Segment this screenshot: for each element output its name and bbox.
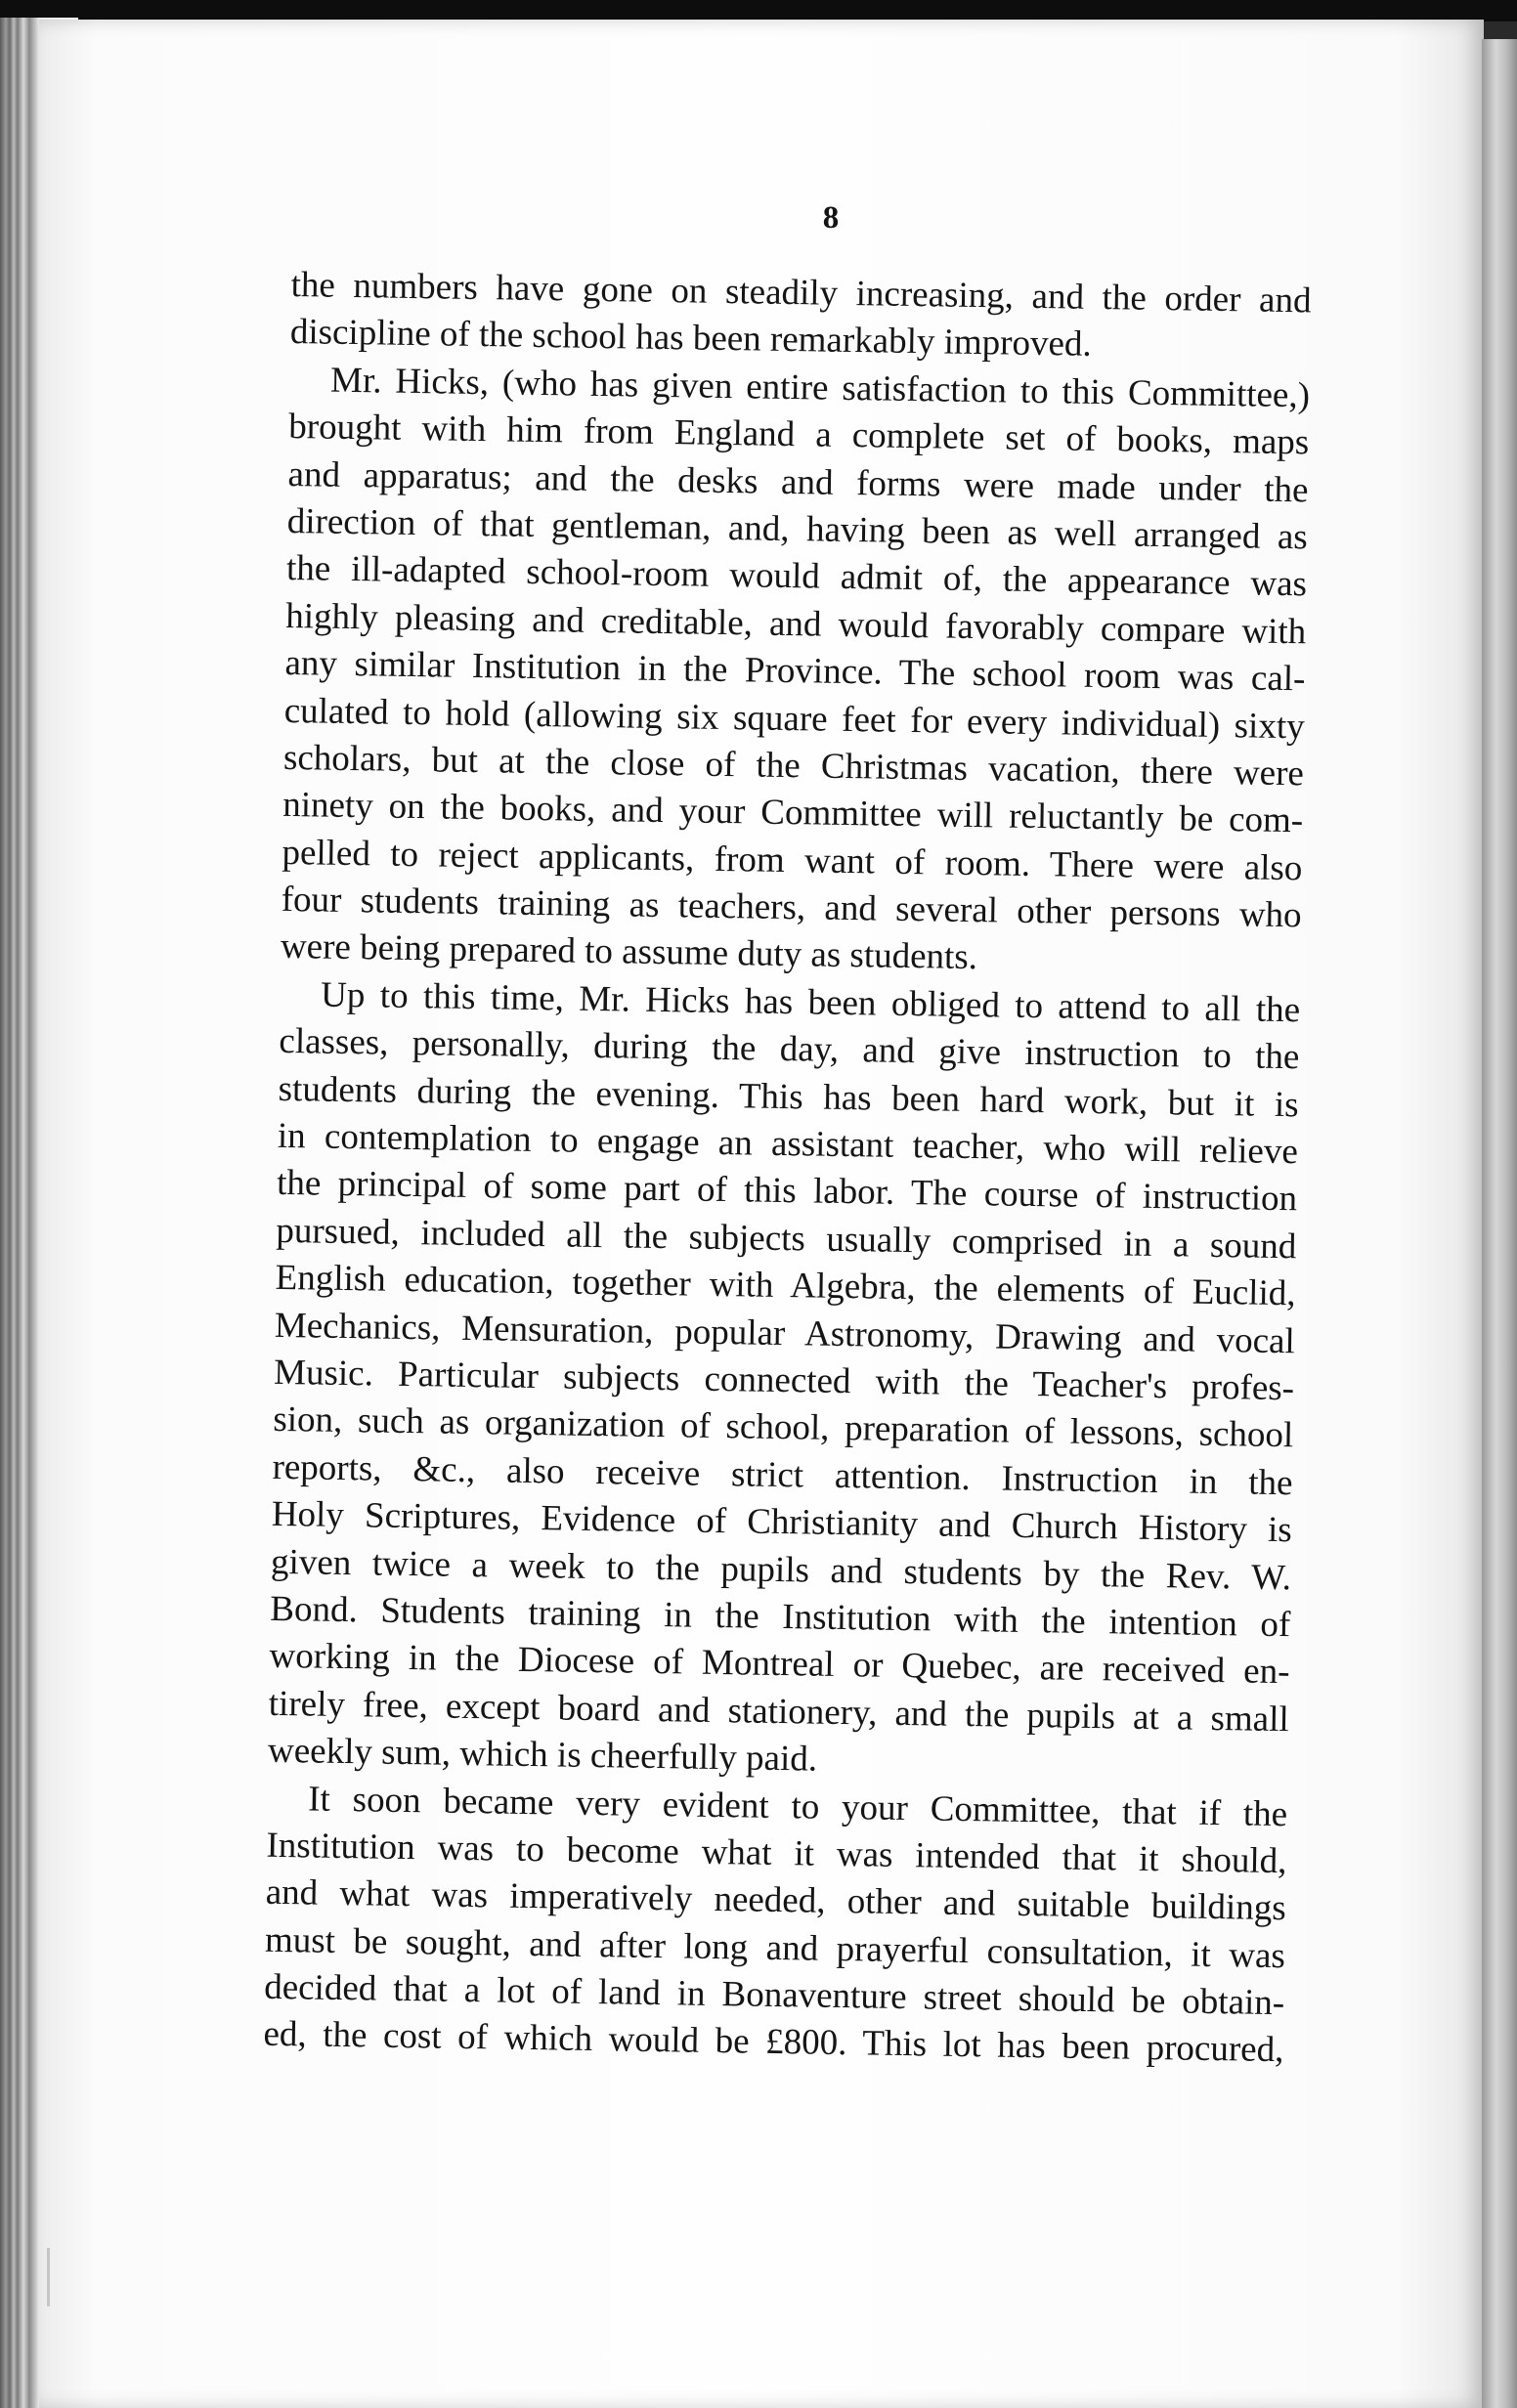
text-line: Up to this time, Mr. Hicks has been obliged to attend to all the xyxy=(320,974,1301,1031)
margin-mark xyxy=(47,2248,64,2306)
text-line: students during the evening. This has been hard work, but it is xyxy=(278,1068,1299,1125)
text-line: brought with him from England a complete set of books, maps xyxy=(288,407,1310,463)
text-line: Mechanics, Mensuration, popular Astronomy, Drawing and vocal xyxy=(274,1305,1296,1361)
text-line: discipline of the school has been remarkably improved. xyxy=(289,312,1093,366)
text-line: ed, the cost of which would be £800. This lot has been procured, xyxy=(263,2014,1284,2071)
text-line: culated to hold (allowing six square feet for every individual) sixty xyxy=(283,690,1305,747)
text-line: ninety on the books, and your Committee will reluctantly be com- xyxy=(282,785,1304,841)
page-right-edge xyxy=(1482,39,1517,2408)
text-line: direction of that gentleman, and, having been as well arranged as xyxy=(286,500,1309,558)
text-line: were being prepared to assume duty as students. xyxy=(280,926,978,978)
text-line: the ill-adapted school-room would admit of, the appearance was xyxy=(285,548,1308,605)
text-line: pursued, included all the subjects usually comprised in a sound xyxy=(276,1210,1297,1268)
text-line: given twice a week to the pupils and students by the Rev. W. xyxy=(270,1541,1292,1598)
text-line: weekly sum, which is cheerfully paid. xyxy=(267,1730,818,1780)
text-line: the numbers have gone on steadily increasing, and the order and xyxy=(290,264,1312,322)
text-line: tirely free, except board and stationery, and the pupils at a small xyxy=(268,1683,1290,1740)
text-line: Mr. Hicks, (who has given entire satisfaction to this Committee,) xyxy=(329,360,1311,416)
text-line: scholars, but at the close of the Christmas vacation, there were xyxy=(282,737,1305,795)
text-line: any similar Institution in the Province. The school room was cal- xyxy=(284,643,1306,700)
text-line: highly pleasing and creditable, and would favorably compare with xyxy=(284,595,1307,653)
text-line: classes, personally, during the day, and give instruction to the xyxy=(279,1021,1300,1078)
body-text xyxy=(263,262,1312,2075)
text-line: pelled to reject applicants, from want of room. There were also xyxy=(282,832,1303,889)
page-number: 8 xyxy=(822,200,840,236)
scan-top-border xyxy=(0,0,1517,22)
text-line: four students training as teachers, and several other persons who xyxy=(281,880,1302,936)
text-line: the principal of some part of this labor. The course of instruction xyxy=(276,1163,1298,1220)
text-line: decided that a lot of land in Bonaventure street should be obtain- xyxy=(263,1966,1285,2024)
text-line: Bond. Students training in the Institution with the intention of xyxy=(270,1588,1291,1646)
text-line: Holy Scriptures, Evidence of Christianity and Church History is xyxy=(271,1494,1293,1551)
text-line: and what was imperatively needed, other and suitable buildings xyxy=(265,1872,1286,1929)
text-line: working in the Diocese of Montreal or Quebec, are received en- xyxy=(269,1636,1290,1693)
text-line: Music. Particular subjects connected with the Teacher's profes- xyxy=(273,1352,1295,1409)
text-line: in contemplation to engage an assistant teacher, who will relieve xyxy=(277,1115,1299,1173)
text-line: reports, &c., also receive strict attention. Instruction in the xyxy=(272,1446,1293,1504)
text-line: must be sought, and after long and prayerful consultation, it was xyxy=(264,1919,1286,1976)
text-line: It soon became very evident to your Committee, that if the xyxy=(307,1778,1288,1834)
text-line: Institution was to become what it was intended that it should, xyxy=(266,1825,1287,1882)
text-line: and apparatus; and the desks and forms were made under the xyxy=(287,453,1309,510)
text-line: sion, such as organization of school, preparation of lessons, school xyxy=(273,1399,1294,1456)
text-line: English education, together with Algebra, the elements of Euclid, xyxy=(275,1258,1296,1314)
